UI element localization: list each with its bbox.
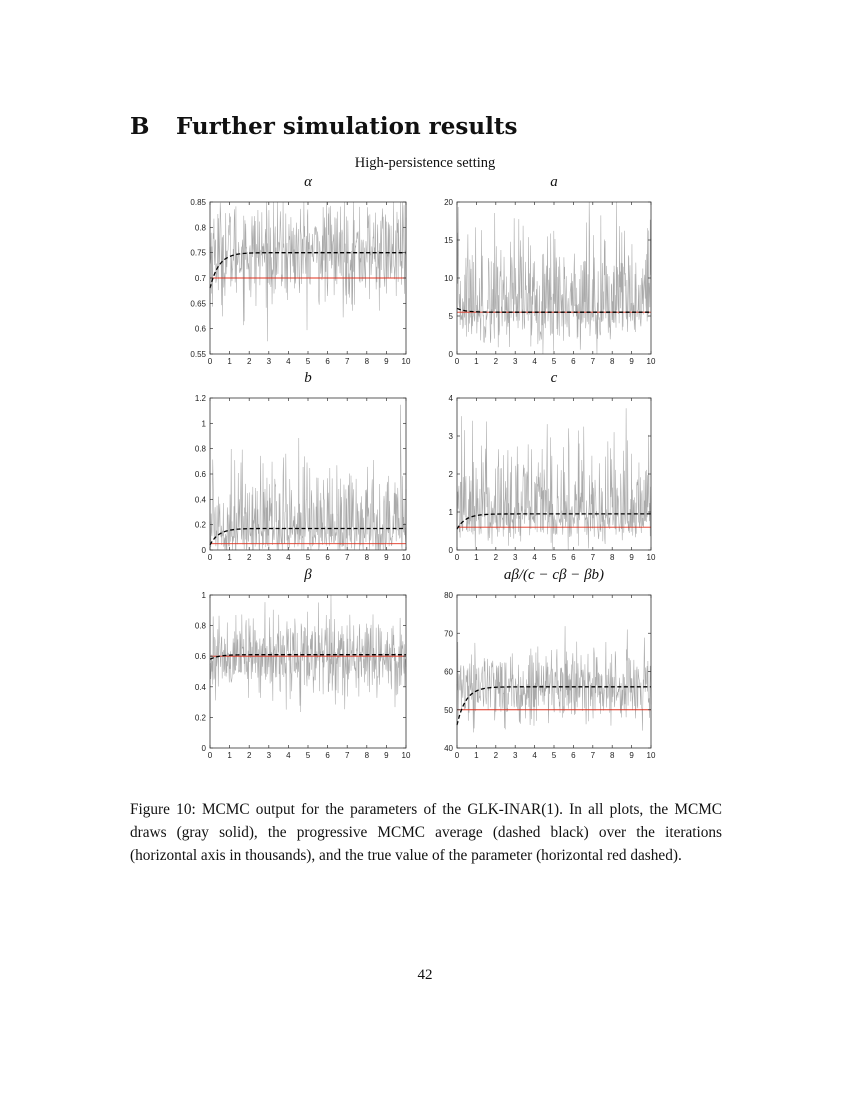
x-tick-label: 9: [384, 751, 389, 760]
x-tick-label: 0: [454, 357, 460, 366]
panel-title-c: c: [550, 370, 558, 386]
x-tick-label: 8: [364, 357, 370, 366]
x-tick-label: 7: [344, 553, 350, 562]
x-tick-label: 5: [551, 357, 557, 366]
y-tick-label: 80: [444, 591, 453, 600]
trace-plot-beta: [194, 591, 411, 760]
trace-plot-b: [194, 394, 411, 562]
x-tick-label: 8: [364, 553, 370, 562]
x-tick-label: 9: [384, 553, 389, 562]
y-tick-label: 1.2: [194, 394, 206, 403]
x-tick-label: 3: [512, 553, 518, 562]
x-tick-label: 10: [401, 751, 411, 760]
trace-plot-ratio: [444, 591, 656, 760]
x-tick-label: 2: [246, 553, 252, 562]
x-tick-label: 6: [571, 357, 576, 366]
x-tick-label: 8: [364, 751, 370, 760]
y-tick-label: 0.55: [190, 350, 206, 359]
panel-title-alpha: α: [304, 174, 312, 190]
y-tick-label: 1: [201, 419, 206, 429]
x-tick-label: 0: [207, 357, 213, 366]
x-tick-label: 9: [629, 357, 634, 366]
x-tick-label: 1: [227, 553, 232, 562]
x-tick-label: 10: [646, 553, 656, 562]
x-tick-label: 3: [512, 751, 518, 760]
panel-title-ratio: aβ/(c − cβ − βb): [503, 567, 605, 583]
x-tick-label: 9: [629, 553, 634, 562]
x-tick-label: 9: [629, 751, 634, 760]
x-tick-label: 8: [609, 357, 615, 366]
section-title: Further simulation results: [176, 113, 518, 140]
x-tick-label: 1: [474, 357, 479, 366]
x-tick-label: 4: [532, 751, 537, 760]
x-tick-label: 1: [227, 357, 232, 366]
trace-plot-c: [448, 394, 656, 562]
figure-caption: Figure 10: MCMC output for the parameters of the GLK-INAR(1). In all plots, the MCMC draws (gray solid), the progressive MCMC average (dashed black) over the iterations (horizontal axis in thousands), and the true value of the parameter (horizontal red dashed).: [130, 801, 722, 864]
x-tick-label: 1: [227, 751, 232, 760]
y-tick-label: 0.4: [194, 495, 206, 505]
y-tick-label: 0.8: [194, 444, 206, 454]
figure-title: High-persistence setting: [354, 155, 496, 171]
x-tick-label: 10: [646, 751, 656, 760]
x-tick-label: 3: [266, 751, 272, 760]
panel-title-b: b: [304, 370, 312, 386]
x-tick-label: 4: [286, 553, 291, 562]
y-tick-label: 0.8: [194, 223, 206, 233]
y-tick-label: 0.75: [190, 248, 206, 258]
x-tick-label: 1: [474, 553, 479, 562]
x-tick-label: 0: [207, 751, 213, 760]
x-tick-label: 5: [551, 553, 557, 562]
y-tick-label: 3: [448, 432, 453, 441]
y-tick-label: 4: [448, 394, 453, 403]
y-tick-label: 0.85: [190, 198, 206, 207]
x-tick-label: 6: [571, 553, 576, 562]
x-tick-label: 10: [646, 357, 656, 366]
trace-plot-a: [444, 198, 656, 366]
x-tick-label: 2: [493, 553, 499, 562]
y-tick-label: 0: [201, 744, 206, 753]
x-tick-label: 5: [305, 357, 311, 366]
panel-title-a: a: [550, 174, 558, 190]
y-tick-label: 0.6: [194, 652, 206, 662]
x-tick-label: 0: [207, 553, 213, 562]
x-tick-label: 7: [590, 553, 596, 562]
x-tick-label: 3: [266, 357, 272, 366]
y-tick-label: 0.6: [194, 324, 206, 334]
x-tick-label: 0: [454, 751, 460, 760]
y-tick-label: 70: [444, 629, 453, 639]
y-tick-label: 50: [444, 705, 453, 715]
x-tick-label: 7: [344, 751, 350, 760]
x-tick-label: 4: [532, 357, 537, 366]
x-tick-label: 5: [551, 751, 557, 760]
y-tick-label: 0.2: [194, 713, 206, 723]
x-tick-label: 4: [286, 357, 291, 366]
x-tick-label: 3: [266, 553, 272, 562]
y-tick-label: 0: [448, 546, 453, 555]
y-tick-label: 40: [444, 744, 453, 753]
trace-plot-alpha: [190, 198, 411, 366]
x-tick-label: 1: [474, 751, 479, 760]
y-tick-label: 0.65: [190, 299, 206, 309]
y-tick-label: 1: [201, 591, 206, 600]
x-tick-label: 6: [325, 751, 330, 760]
x-tick-label: 10: [401, 357, 411, 366]
y-tick-label: 0.4: [194, 682, 206, 692]
x-tick-label: 7: [590, 751, 596, 760]
plot-area: [457, 595, 651, 748]
x-tick-label: 7: [344, 357, 350, 366]
y-tick-label: 0: [201, 546, 206, 555]
x-tick-label: 4: [286, 751, 291, 760]
x-tick-label: 5: [305, 751, 311, 760]
x-tick-label: 2: [246, 357, 252, 366]
y-tick-label: 1: [448, 508, 453, 517]
x-tick-label: 10: [401, 553, 411, 562]
y-tick-label: 0.2: [194, 520, 206, 530]
x-tick-label: 6: [571, 751, 576, 760]
x-tick-label: 7: [590, 357, 596, 366]
y-tick-label: 15: [444, 236, 453, 245]
y-tick-label: 10: [444, 274, 453, 283]
page-number: 42: [417, 967, 433, 983]
x-tick-label: 6: [325, 553, 330, 562]
x-tick-label: 8: [609, 751, 615, 760]
y-tick-label: 5: [448, 312, 453, 321]
section-number: B: [130, 113, 150, 140]
x-tick-label: 6: [325, 357, 330, 366]
y-tick-label: 2: [448, 470, 453, 479]
y-tick-label: 20: [444, 198, 453, 207]
x-tick-label: 2: [246, 751, 252, 760]
y-tick-label: 0.7: [194, 274, 206, 283]
x-tick-label: 9: [384, 357, 389, 366]
y-tick-label: 0: [448, 350, 453, 359]
x-tick-label: 3: [512, 357, 518, 366]
x-tick-label: 4: [532, 553, 537, 562]
x-tick-label: 8: [609, 553, 615, 562]
x-tick-label: 5: [305, 553, 311, 562]
x-tick-label: 0: [454, 553, 460, 562]
y-tick-label: 0.8: [194, 621, 206, 631]
x-tick-label: 2: [493, 357, 499, 366]
x-tick-label: 2: [493, 751, 499, 760]
y-tick-label: 60: [444, 667, 453, 677]
y-tick-label: 0.6: [194, 470, 206, 479]
panel-title-beta: β: [304, 567, 312, 583]
